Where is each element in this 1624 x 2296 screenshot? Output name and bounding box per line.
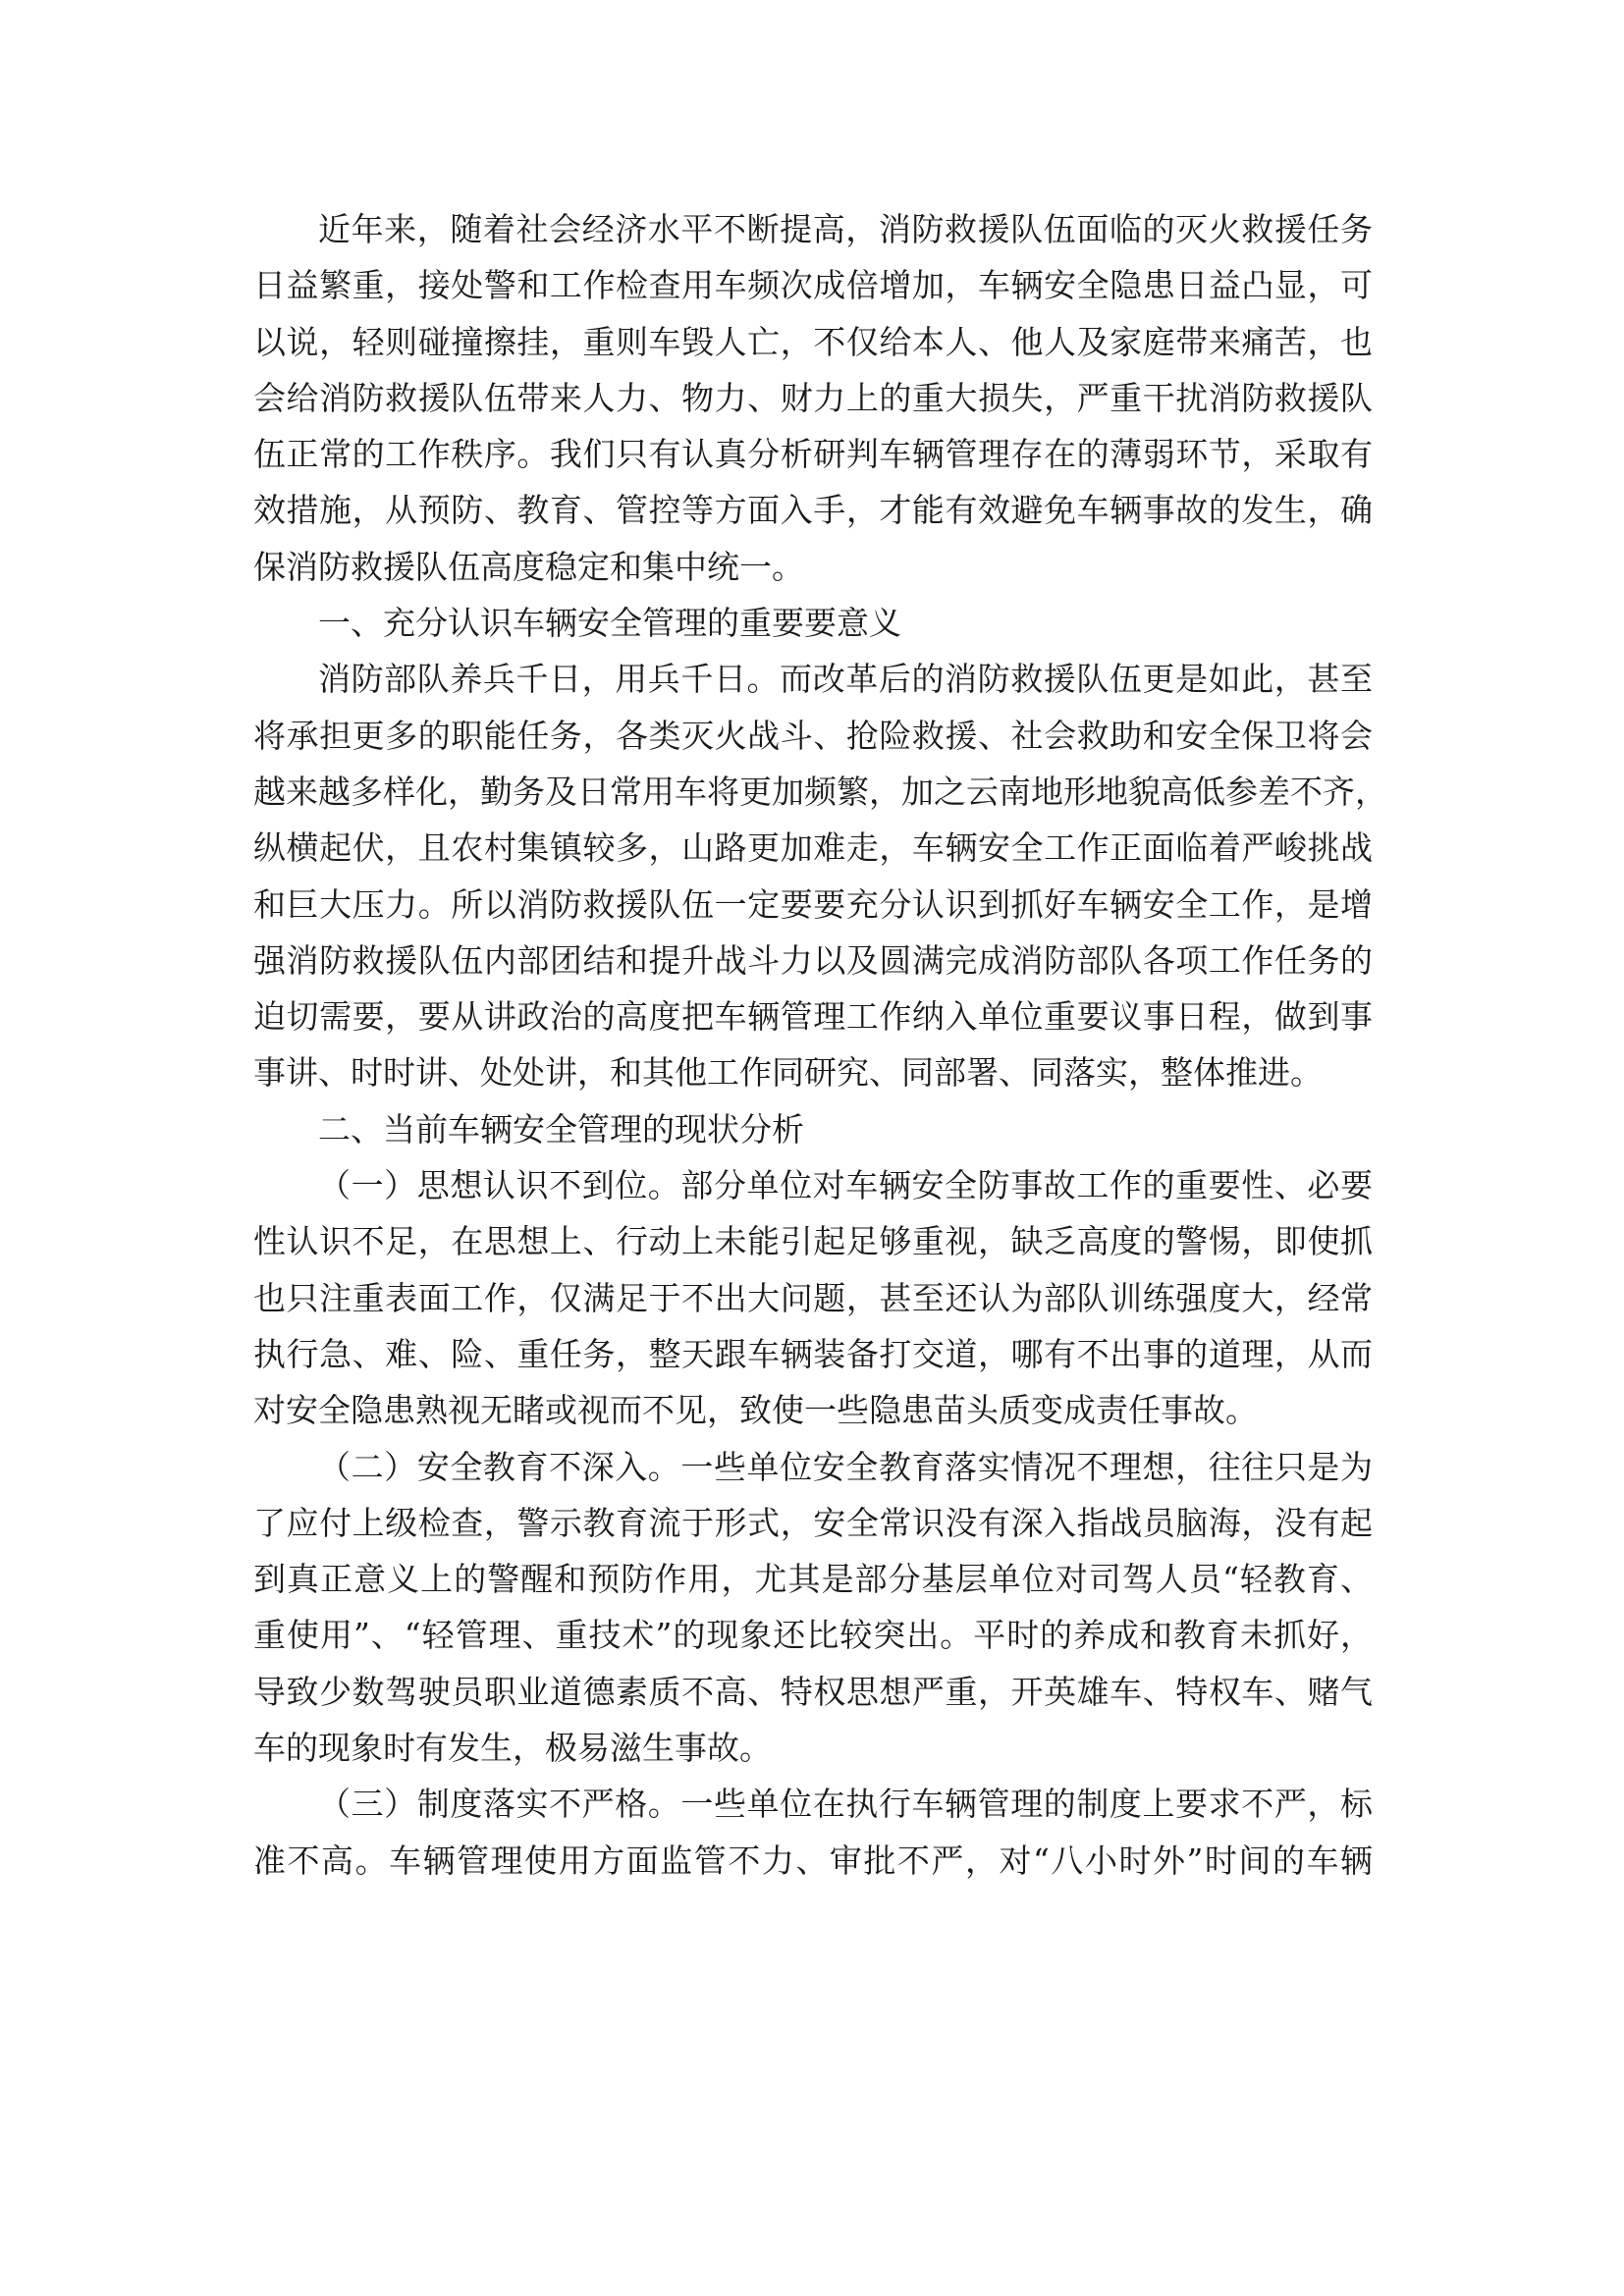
text-line: 也只注重表面工作，仅满足于不出大问题，甚至还认为部队训练强度大，经常 (253, 1278, 1373, 1317)
text-line: 伍正常的工作秩序。我们只有认真分析研判车辆管理存在的薄弱环节，采取有 (253, 435, 1373, 474)
text-line: 消防部队养兵千日，用兵千日。而改革后的消防救援队伍更是如此，甚至 (318, 660, 1373, 699)
document-body (253, 201, 1387, 1889)
section-heading (253, 595, 1373, 651)
text-line: 性认识不足，在思想上、行动上未能引起足够重视，缺乏高度的警惕，即使抓 (253, 1222, 1373, 1261)
text-line: 事讲、时时讲、处处讲，和其他工作同研究、同部署、同落实，整体推进。 (253, 1053, 1323, 1093)
text-line: 越来越多样化，勤务及日常用车将更加频繁，加之云南地形地貌高低参差不齐， (253, 772, 1387, 811)
paragraph (253, 651, 1387, 1100)
text-line: 近年来，随着社会经济水平不断提高，消防救援队伍面临的灭火救援任务 (318, 210, 1373, 248)
text-line: 重使用”、“轻管理、重技术”的现象还比较突出。平时的养成和教育未抓好， (253, 1616, 1373, 1655)
text-line: 会给消防救援队伍带来人力、物力、财力上的重大损失，严重干扰消防救援队 (253, 378, 1373, 417)
text-line: 日益繁重，接处警和工作检查用车频次成倍增加，车辆安全隐患日益凸显，可 (253, 266, 1373, 305)
text-line: （二）安全教育不深入。一些单位安全教育落实情况不理想，往往只是为 (318, 1447, 1373, 1486)
paragraph (253, 1439, 1373, 1777)
text-line: 导致少数驾驶员职业道德素质不高、特权思想严重，开英雄车、特权车、赌气 (253, 1672, 1373, 1711)
text-line: 效措施，从预防、教育、管控等方面入手，才能有效避免车辆事故的发生，确 (253, 491, 1373, 530)
text-line: 纵横起伏，且农村集镇较多，山路更加难走，车辆安全工作正面临着严峻挑战 (253, 828, 1373, 868)
paragraph (253, 201, 1373, 595)
text-line: 强消防救援队伍内部团结和提升战斗力以及圆满完成消防部队各项工作任务的 (253, 940, 1373, 980)
heading-text: 二、当前车辆安全管理的现状分析 (318, 1109, 804, 1148)
text-line: 到真正意义上的警醒和预防作用，尤其是部分基层单位对司驾人员“轻教育、 (253, 1560, 1373, 1599)
paragraph (253, 1157, 1373, 1438)
section-heading (253, 1101, 1373, 1157)
heading-text: 一、充分认识车辆安全管理的重要要意义 (318, 604, 901, 643)
text-line: 和巨大压力。所以消防救援队伍一定要要充分认识到抓好车辆安全工作，是增 (253, 884, 1373, 924)
text-line: 车的现象时有发生，极易滋生事故。 (253, 1729, 772, 1768)
text-line: 对安全隐患熟视无睹或视而不见，致使一些隐患苗头质变成责任事故。 (253, 1391, 1258, 1430)
text-line: 执行急、难、险、重任务，整天跟车辆装备打交道，哪有不出事的道理，从而 (253, 1334, 1373, 1373)
text-line: 了应付上级检查，警示教育流于形式，安全常识没有深入指战员脑海，没有起 (253, 1503, 1373, 1542)
text-line: 以说，轻则碰撞擦挂，重则车毁人亡，不仅给本人、他人及家庭带来痛苦，也 (253, 322, 1373, 361)
text-line: （一）思想认识不到位。部分单位对车辆安全防事故工作的重要性、必要 (318, 1166, 1373, 1205)
text-line: 将承担更多的职能任务，各类灭火战斗、抢险救援、社会救助和安全保卫将会 (253, 716, 1373, 755)
text-line: 迫切需要，要从讲政治的高度把车辆管理工作纳入单位重要议事日程，做到事 (253, 997, 1373, 1037)
text-line: 保消防救援队伍高度稳定和集中统一。 (253, 547, 804, 586)
text-line: 准不高。车辆管理使用方面监管不力、审批不严，对“八小时外”时间的车辆 (253, 1841, 1373, 1880)
text-line: （三）制度落实不严格。一些单位在执行车辆管理的制度上要求不严，标 (318, 1785, 1373, 1824)
paragraph (253, 1776, 1373, 1889)
